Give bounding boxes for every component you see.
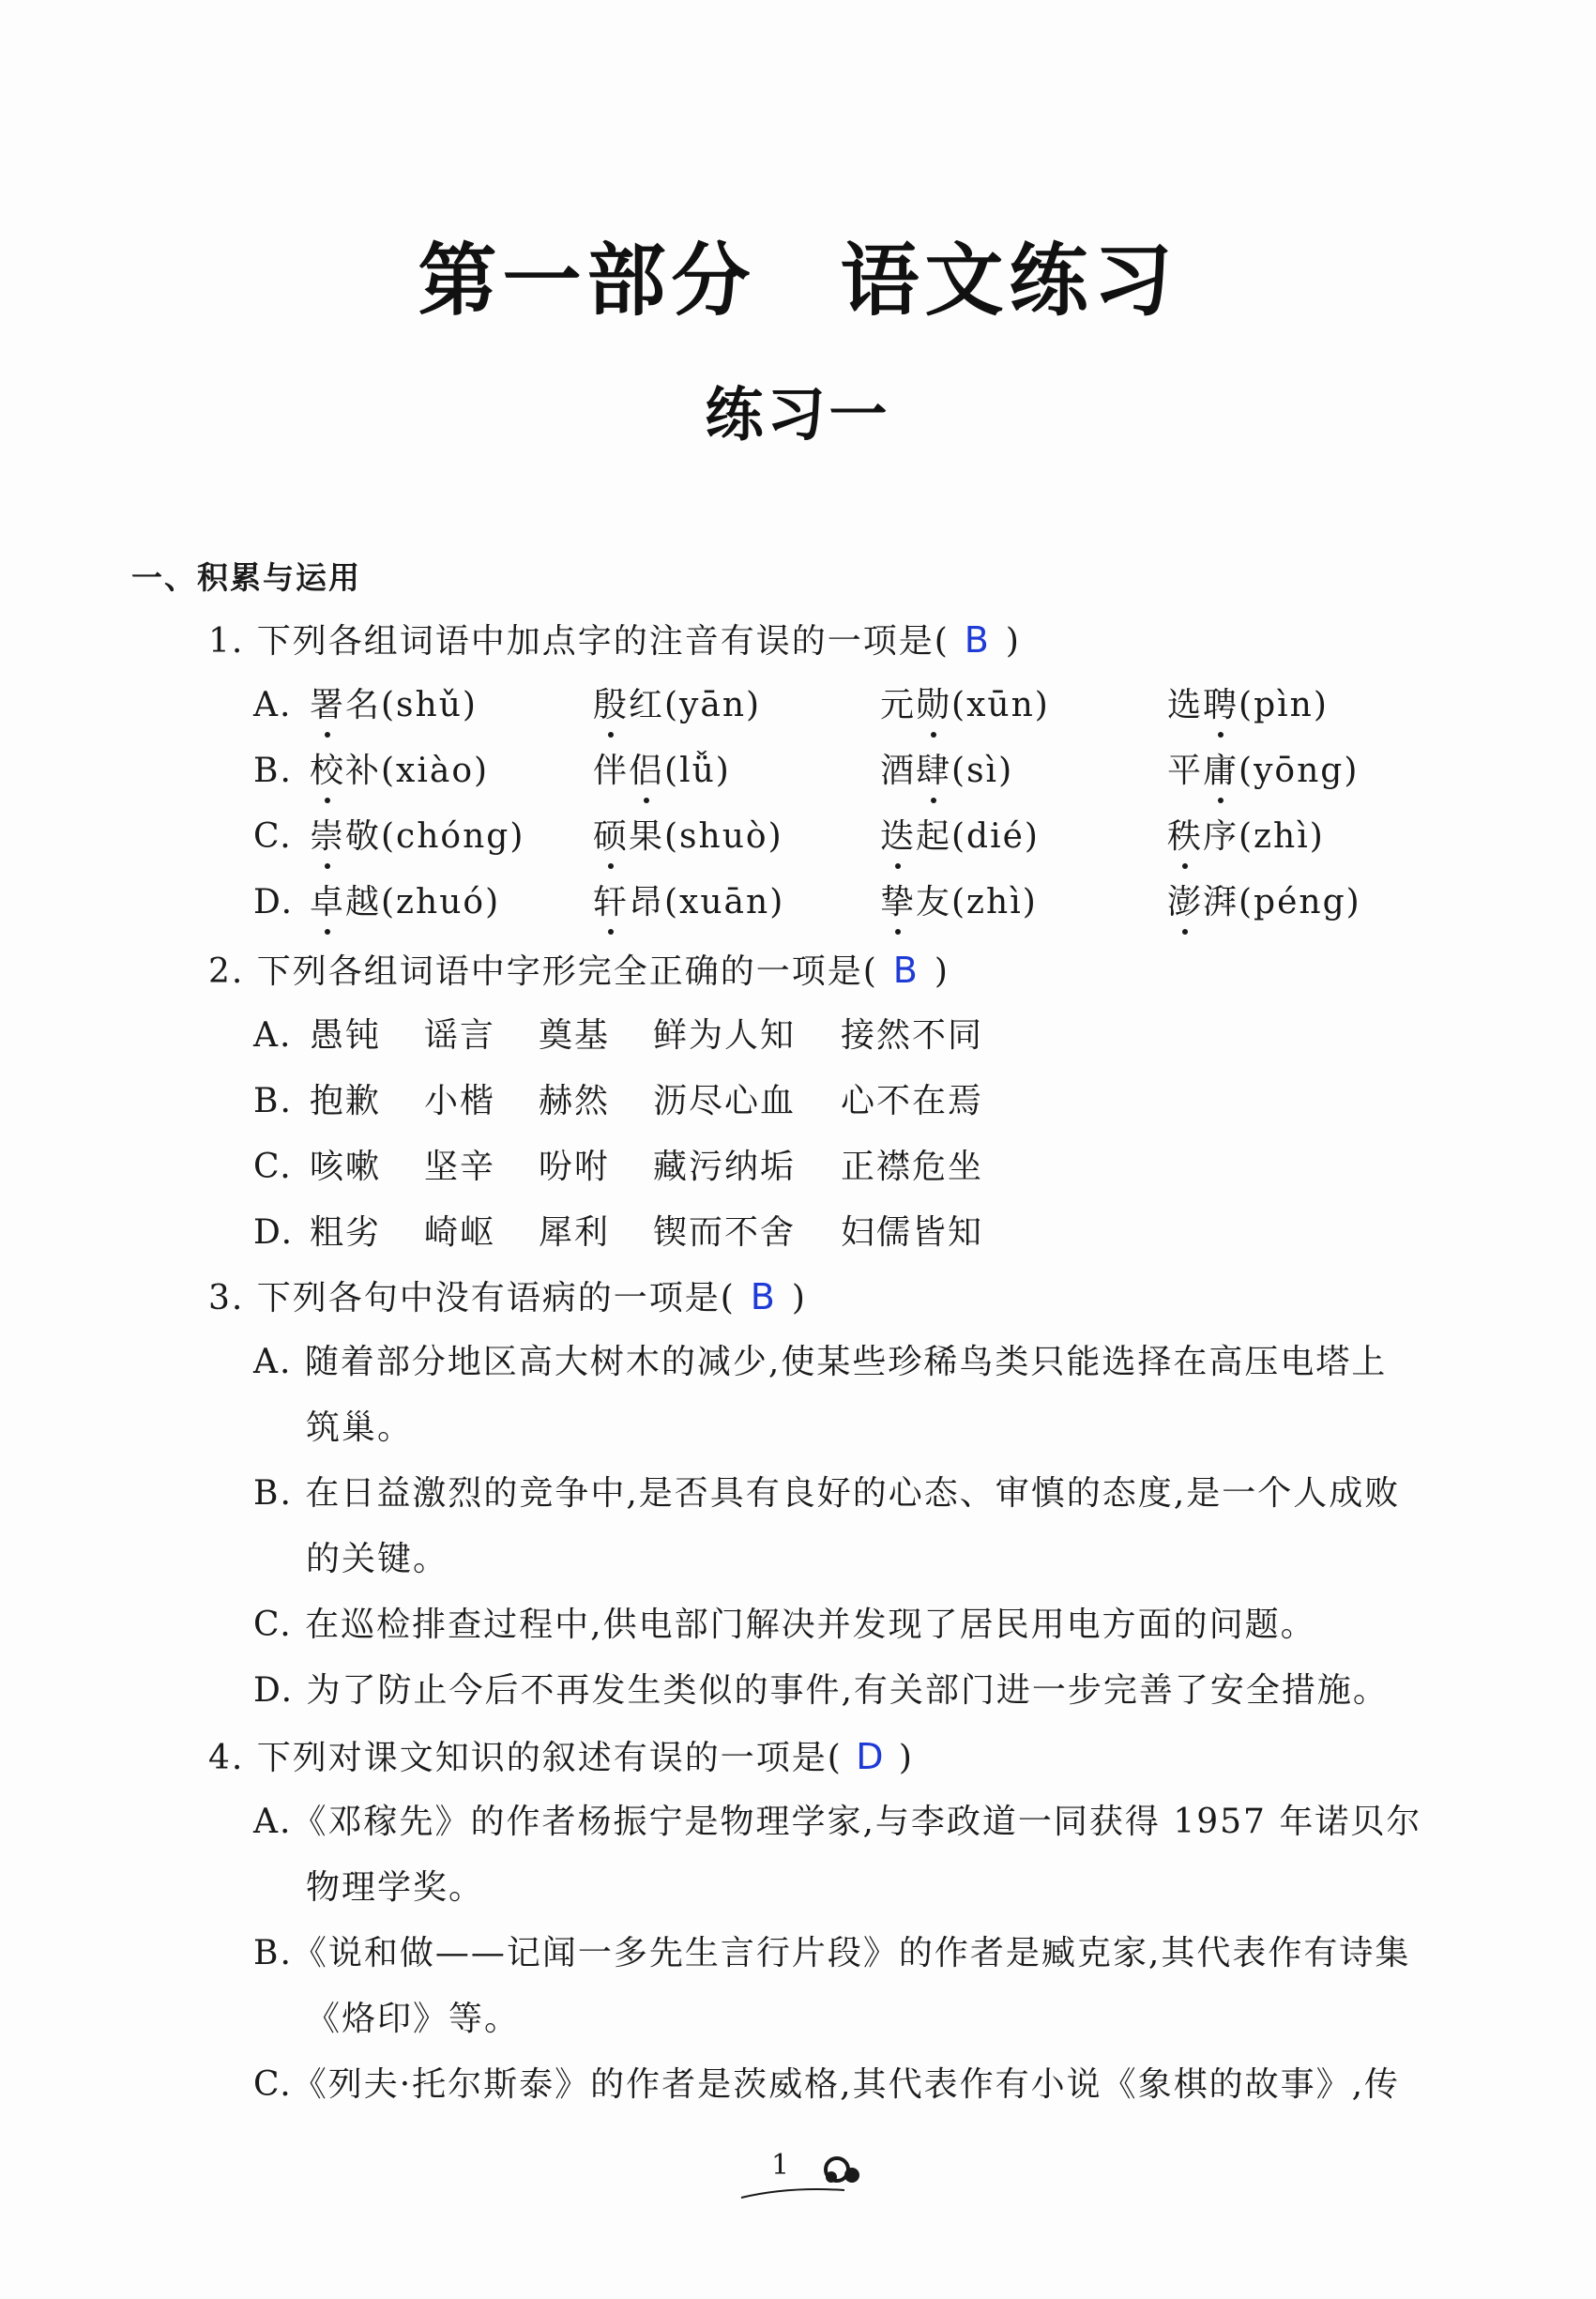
question-2-word: 心不在焉 [841,1082,984,1120]
question-4-option-b: B.《说和做——记闻一多先生言行片段》的作者是臧克家,其代表作有诗集 [253,1934,1411,1972]
question-4-option-a: A.《邓稼先》的作者杨振宁是物理学家,与李政道一同获得 1957 年诺贝尔 [253,1803,1422,1841]
dotted-character: 秩 [1167,815,1203,860]
question-2-word: 接然不同 [841,1016,984,1055]
word-suffix: (pìn) [1239,686,1329,724]
question-1-word [1167,683,1329,728]
question-2-close: ) [934,952,950,991]
section-heading: 一、积累与运用 [131,559,361,596]
question-4-close: ) [898,1739,914,1777]
page-number: 1 [771,2149,790,2182]
question-2-answer: B [892,950,920,991]
word-suffix: 果(shuò) [629,817,783,856]
question-4-stem [208,1734,914,1781]
dotted-character: 勋 [916,683,951,728]
question-2-word: 愚钝 [310,1016,382,1055]
question-3-option-a: A. 随着部分地区高大树木的减少,使某些珍稀鸟类只能选择在高压电塔上 [253,1343,1388,1381]
question-2-stem [208,948,950,995]
word-prefix: 选 [1167,686,1204,724]
word-prefix: 酒 [880,752,917,790]
question-1-word [593,880,784,925]
question-2-word: 小楷 [424,1082,496,1120]
word-prefix: 伴 [593,752,630,790]
question-2-word: 谣言 [424,1016,496,1055]
dotted-character: 崇 [310,815,345,860]
question-2-word: 沥尽心血 [653,1082,797,1120]
dotted-character: 校 [310,749,345,794]
dotted-character: 肆 [916,749,951,794]
question-1-word [310,749,489,794]
question-2-option-label: C. [253,1148,293,1186]
question-4-option-b-cont: 《烙印》等。 [306,2000,521,2038]
question-2-word: 锲而不舍 [653,1213,797,1252]
question-3-option-a-cont: 筑巢。 [306,1408,414,1447]
question-3-option-b: B. 在日益激烈的竞争中,是否具有良好的心态、审慎的态度,是一个人成败 [253,1474,1401,1513]
question-1-option-label: A. [253,686,293,724]
word-suffix: 起(dié) [916,817,1040,856]
question-1-word [880,683,1050,728]
word-suffix: 补(xiào) [345,752,490,790]
question-1-word [1167,880,1361,925]
dotted-character: 聘 [1203,683,1239,728]
question-2-word: 吩咐 [539,1148,611,1186]
question-4-option-a-cont: 物理学奖。 [306,1868,485,1907]
dotted-character: 澎 [1167,880,1203,925]
word-suffix: (yōng) [1239,752,1360,790]
question-1-text: 1. 下列各组词语中加点字的注音有误的一项是( [208,622,950,661]
dotted-character: 庸 [1203,749,1239,794]
dotted-character: 卓 [310,880,345,925]
question-3-option-b-cont: 的关键。 [306,1540,449,1578]
question-3-option-c: C. 在巡检排查过程中,供电部门解决并发现了居民用电方面的问题。 [253,1606,1316,1644]
question-2-word: 鲜为人知 [653,1016,797,1055]
question-2-word: 坚辛 [424,1148,496,1186]
question-2-word: 咳嗽 [310,1148,382,1186]
question-4-option-c: C.《列夫·托尔斯泰》的作者是茨威格,其代表作有小说《象棋的故事》,传 [253,2065,1401,2104]
question-1-option-label: D. [253,883,295,921]
dotted-character: 轩 [593,880,629,925]
word-prefix: 平 [1167,752,1204,790]
question-1-word [310,815,524,860]
question-3-text: 3. 下列各句中没有语病的一项是( [208,1279,736,1317]
question-3-answer: B [750,1276,777,1317]
question-3-option-d: D. 为了防止今后不再发生类似的事件,有关部门进一步完善了安全措施。 [253,1671,1389,1710]
question-2-option-label: A. [253,1016,293,1055]
question-1-option-label: B. [253,752,293,790]
dotted-character: 署 [310,683,345,728]
question-2-word: 妇儒皆知 [841,1213,984,1252]
question-1-word [593,683,761,728]
question-1-stem [208,617,1021,664]
question-1-word [1167,749,1359,794]
question-1-word [880,880,1038,925]
question-2-option-label: B. [253,1082,293,1120]
word-suffix: 昂(xuān) [629,883,785,921]
word-suffix: 名(shǔ) [345,686,478,724]
question-2-word: 正襟危坐 [841,1148,984,1186]
question-4-answer: D [856,1736,886,1777]
question-1-word [593,815,783,860]
word-suffix: 湃(péng) [1203,883,1361,921]
question-2-word: 粗劣 [310,1213,382,1252]
question-2-text: 2. 下列各组词语中字形完全正确的一项是( [208,952,878,991]
word-suffix: 友(zhì) [916,883,1038,921]
word-suffix: 敬(chóng) [345,817,525,856]
dotted-character: 殷 [593,683,629,728]
question-1-word [310,880,500,925]
page-ornament-icon [732,2149,873,2205]
exercise-title: 练习一 [705,380,891,449]
word-suffix: (xūn) [951,686,1050,724]
question-1-word [593,749,731,794]
question-3-close: ) [791,1279,807,1317]
part-title [0,218,1596,331]
dotted-character: 迭 [880,815,916,860]
word-suffix: (lǚ) [664,752,731,790]
question-1-word [880,815,1040,860]
question-2-word: 奠基 [539,1016,611,1055]
part-title-text: 第一部分 [418,235,756,327]
word-suffix: 序(zhì) [1203,817,1325,856]
question-2-word: 抱歉 [310,1082,382,1120]
question-3-stem [208,1274,807,1321]
question-2-word: 藏污纳垢 [653,1148,797,1186]
word-suffix: 红(yān) [629,686,762,724]
question-2-word: 犀利 [539,1213,611,1252]
question-4-text: 4. 下列对课文知识的叙述有误的一项是( [208,1739,843,1777]
dotted-character: 硕 [593,815,629,860]
question-1-word [880,749,1013,794]
question-1-close: ) [1005,622,1021,661]
question-1-word [310,683,478,728]
question-1-option-label: C. [253,817,293,856]
question-1-word [1167,815,1325,860]
question-2-option-label: D. [253,1213,295,1252]
part-subject-text: 语文练习 [840,235,1178,327]
dotted-character: 挚 [880,880,916,925]
question-2-word: 赫然 [539,1082,611,1120]
question-2-word: 崎岖 [424,1213,496,1252]
word-prefix: 元 [880,686,917,724]
word-suffix: 越(zhuó) [345,883,501,921]
word-suffix: (sì) [951,752,1014,790]
dotted-character: 侣 [629,749,664,794]
question-1-answer: B [964,619,991,661]
